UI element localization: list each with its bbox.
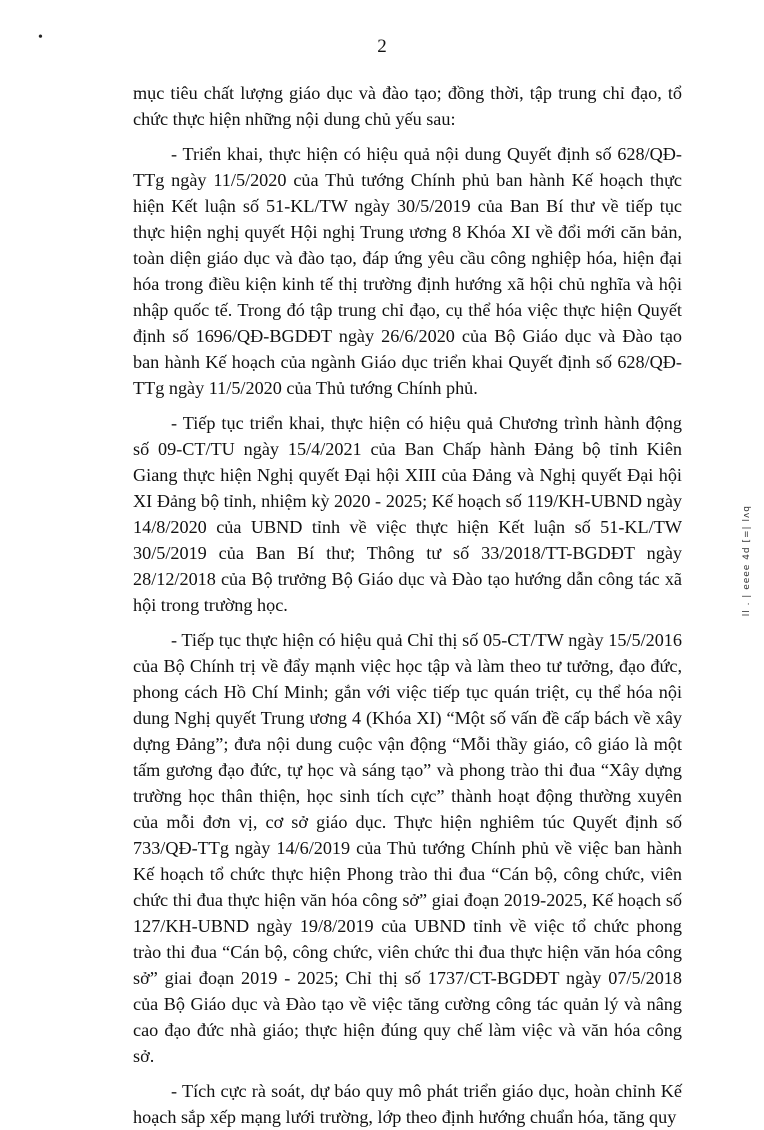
stray-mark: • [38, 30, 43, 45]
side-stamp [742, 505, 756, 675]
paragraph-program-09: - Tiếp tục triển khai, thực hiện có hiệu quả Chương trình hành động số 09-CT/TU ngày 15/4/2021 của Ban Chấp hành Đảng bộ tỉnh Kiên Giang thực hiện Nghị quyết Đại hội XIII của Đảng và Nghị quyết Đại hội XI Đảng bộ tỉnh, nhiệm kỳ 2020 - 2025; Kế hoạch số 119/KH-UBND ngày 14/8/2020 của UBND tỉnh về việc thực hiện Kết luận số 51-KL/TW 30/5/2019 của Ban Bí thư; Thông tư số 33/2018/TT-BGDĐT ngày 28/12/2018 của Bộ trưởng Bộ Giáo dục và Đào tạo hướng dẫn công tác xã hội trong trường học. [133, 413, 682, 615]
body-text [133, 80, 682, 1130]
paragraph-intro: mục tiêu chất lượng giáo dục và đào tạo; đồng thời, tập trung chỉ đạo, tổ chức thực hiện những nội dung chủ yếu sau: [133, 83, 682, 129]
paragraph-review-network: - Tích cực rà soát, dự báo quy mô phát triển giáo dục, hoàn chỉnh Kế hoạch sắp xếp mạng lưới trường, lớp theo định hướng chuẩn hóa, tăng quy [133, 1081, 682, 1127]
page-number: 2 [377, 36, 387, 57]
side-stamp-text: ll . | eeee 4d [=| lʌq [742, 505, 752, 617]
paragraph-decision-628: - Triển khai, thực hiện có hiệu quả nội dung Quyết định số 628/QĐ-TTg ngày 11/5/2020 của Thủ tướng Chính phủ ban hành Kế hoạch thực hiện Kết luận số 51-KL/TW ngày 30/5/2019 của Ban Bí thư về tiếp tục thực hiện nghị quyết Hội nghị Trung ương 8 Khóa XI về đổi mới căn bản, toàn diện giáo dục và đào tạo, đáp ứng yêu cầu công nghiệp hóa, hiện đại hóa trong điều kiện kinh tế thị trường định hướng xã hội chủ nghĩa và hội nhập quốc tế. Trong đó tập trung chỉ đạo, cụ thể hóa việc thực hiện Quyết định số 1696/QĐ-BGDĐT ngày 26/6/2020 của Bộ Giáo dục và Đào tạo ban hành Kế hoạch của ngành Giáo dục triển khai Quyết định số 628/QĐ-TTg ngày 11/5/2020 của Thủ tướng Chính phủ. [133, 144, 682, 398]
paragraph-directive-05: - Tiếp tục thực hiện có hiệu quả Chỉ thị số 05-CT/TW ngày 15/5/2016 của Bộ Chính trị về đẩy mạnh việc học tập và làm theo tư tưởng, đạo đức, phong cách Hồ Chí Minh; gắn với việc tiếp tục quán triệt, cụ thể hóa nội dung Nghị quyết Trung ương 4 (Khóa XI) “Một số vấn đề cấp bách về xây dựng Đảng”; đưa nội dung cuộc vận động “Mỗi thầy giáo, cô giáo là một tấm gương đạo đức, tự học và sáng tạo” và phong trào thi đua “Xây dựng trường học thân thiện, học sinh tích cực” thành hoạt động thường xuyên của mỗi đơn vị, cơ sở giáo dục. Thực hiện nghiêm túc Quyết định số 733/QĐ-TTg ngày 14/6/2019 của Thủ tướng Chính phủ về việc ban hành Kế hoạch tổ chức thực hiện Phong trào thi đua “Cán bộ, công chức, viên chức thi đua thực hiện văn hóa công sở” giai đoạn 2019-2025, Kế hoạch số 127/KH-UBND ngày 19/8/2019 của UBND tỉnh về việc tổ chức phong trào thi đua “Cán bộ, công chức, viên chức thi đua thực hiện văn hóa công sở” giai đoạn 2019 - 2025; Chỉ thị số 1737/CT-BGDĐT ngày 07/5/2018 của Bộ Giáo dục và Đào tạo về việc tăng cường công tác quản lý và nâng cao đạo đức nhà giáo; thực hiện đúng quy chế làm việc và văn hóa công sở. [133, 630, 682, 1066]
